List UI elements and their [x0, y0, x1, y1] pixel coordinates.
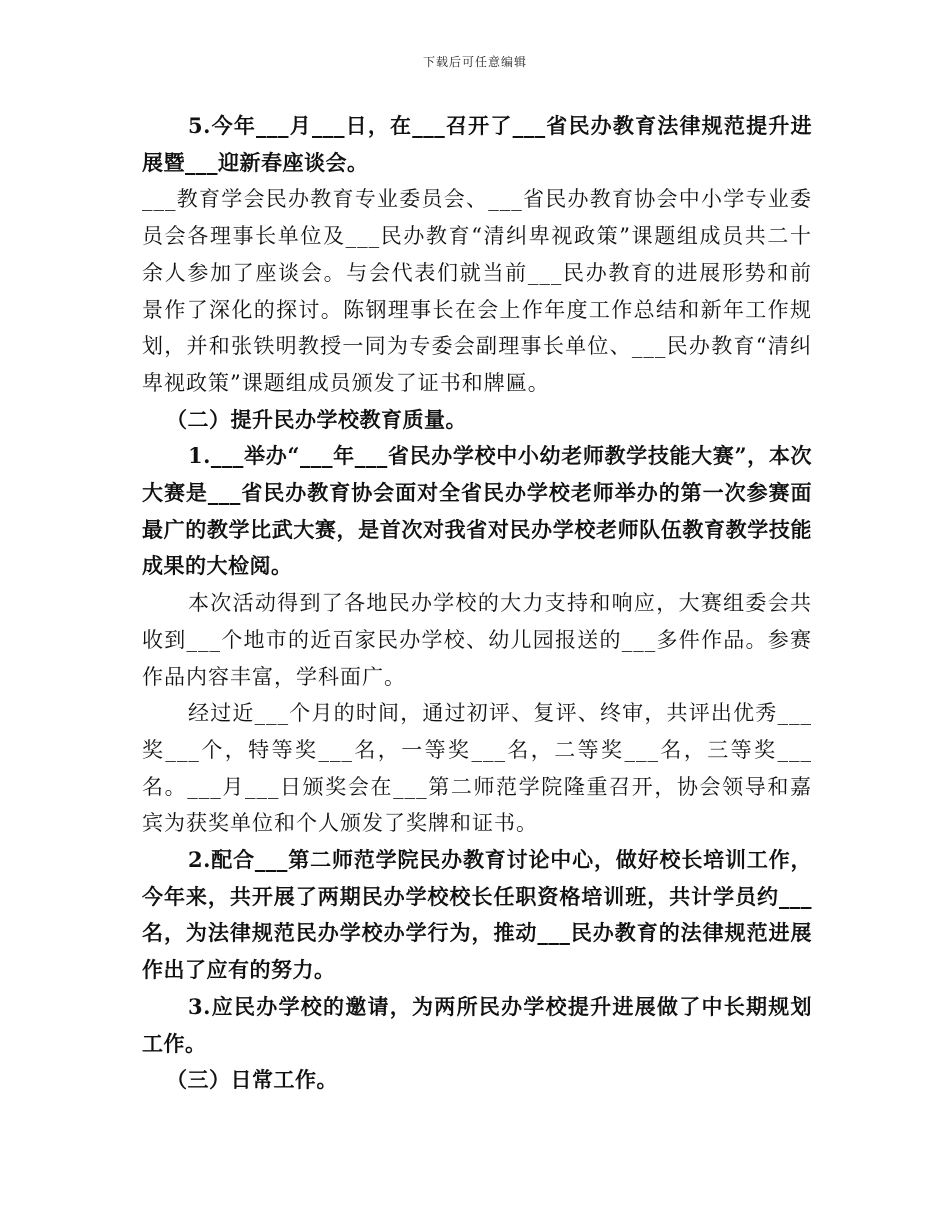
paragraph-symposium-details: ___教育学会民办教育专业委员会、___省民办教育协会中小学专业委员会各理事长单位及___民办教育“清纠卑视政策”课题组成员共二十余人参加了座谈会。与会代表们就当前___民办教育的进展形势和前景作了深化的探讨。陈钢理事长在会上作年度工作总结和新年工作规划，并和张铁明教授一同为专委会副理事长单位、___民办教育“清纠卑视政策”课题组成员颁发了证书和牌匾。	[142, 187, 812, 395]
section-heading-2: （二）提升民办学校教育质量。	[166, 406, 467, 432]
paragraph-contest-awards: 经过近___个月的时间，通过初评、复评、终审，共评出优秀___奖___个，特等奖___名，一等奖___名，二等奖___名，三等奖___名。___月___日颁奖会在___第二师范学院隆重召开，协会领导和嘉宾为获奖单位和个人颁发了奖牌和证书。	[142, 701, 812, 836]
paragraph-2-training: 2.配合___第二师范学院民办教育讨论中心，做好校长培训工作，今年来，共开展了两期民办学校校长任职资格培训班，共计学员约___名，为法律规范民办学校办学行为，推动___民办教育的法律规范进展作出了应有的努力。	[142, 847, 812, 983]
document-body	[142, 108, 812, 1099]
paragraph-1-contest: 1.___举办“___年___省民办学校中小幼老师教学技能大赛”，本次大赛是___省民办教育协会面对全省民办学校老师举办的第一次参赛面最广的教学比武大赛，是首次对我省对民办学校老师队伍教育教学技能成果的大检阅。	[142, 443, 812, 579]
section-heading-3: （三）日常工作。	[166, 1067, 338, 1093]
paragraph-contest-entries: 本次活动得到了各地民办学校的大力支持和响应，大赛组委会共收到___个地市的近百家民办学校、幼儿园报送的___多件作品。参赛作品内容丰富，学科面广。	[142, 591, 812, 689]
paragraph-3-planning: 3.应民办学校的邀请，为两所民办学校提升进展做了中长期规划工作。	[142, 993, 812, 1056]
paragraph-5-symposium: 5.今年___月___日，在___召开了___省民办教育法律规范提升进展暨___迎新春座谈会。	[142, 113, 812, 175]
page-header-note: 下载后可任意编辑	[422, 55, 527, 69]
